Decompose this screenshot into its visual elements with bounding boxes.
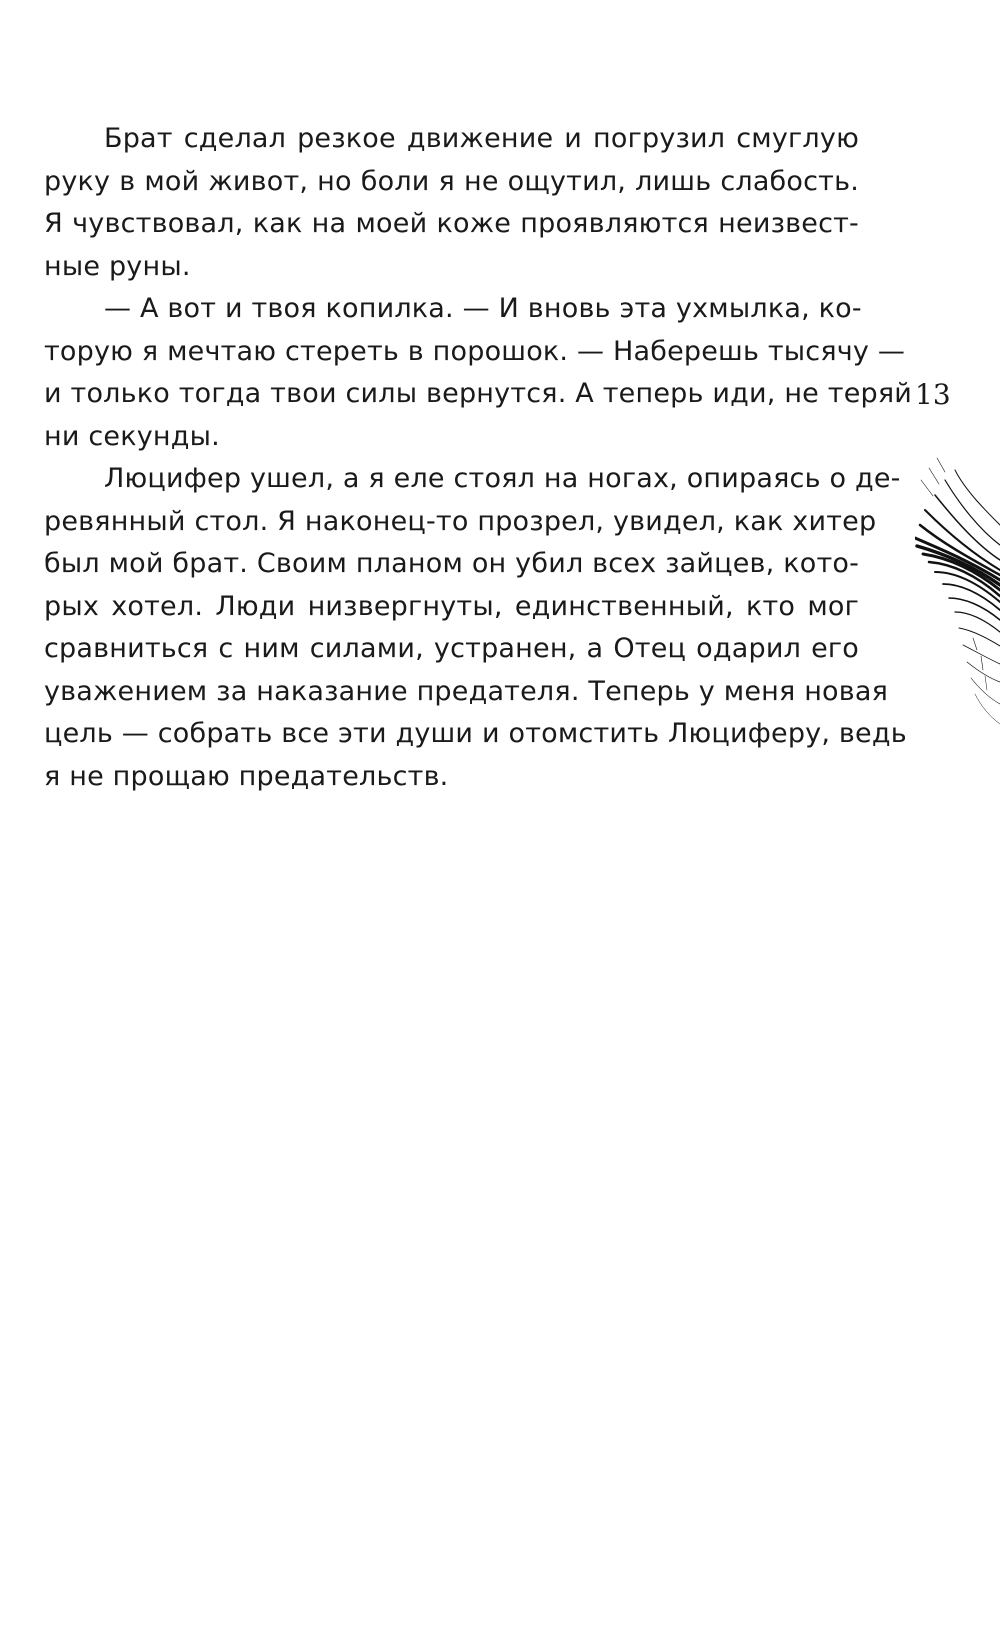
text-line: уважением за наказание предателя. Теперь у меня новая [44, 675, 889, 707]
text-line: торую я мечтаю стереть в порошок. — Наберешь тысячу — [44, 335, 906, 367]
page-number: 13 [915, 378, 951, 411]
text-line: ни секунды. [44, 420, 220, 452]
text-line: Брат сделал резкое движение и погрузил смуглую [104, 123, 859, 154]
text-line: был мой брат. Своим планом он убил всех зайцев, кото- [44, 548, 860, 579]
text-line: ные руны. [44, 250, 191, 282]
text-line: я не прощаю предательств. [44, 760, 449, 792]
text-line: сравниться с ним силами, устранен, а Отец одарил его [44, 633, 859, 664]
text-line: рых хотел. Люди низвергнуты, единственный, кто мог [44, 590, 859, 622]
text-line: ревянный стол. Я наконец-то прозрел, увидел, как хитер [44, 505, 877, 537]
text-line: и только тогда твои силы вернутся. А теперь иди, не теряй [44, 378, 913, 409]
text-line: цель — собрать все эти души и отомстить Люциферу, ведь [44, 718, 907, 749]
body-text [44, 118, 913, 798]
text-line: Я чувствовал, как на моей коже проявляются неизвест- [44, 208, 859, 239]
text-line: Люцифер ушел, а я еле стоял на ногах, опираясь о де- [104, 463, 901, 494]
text-line: — А вот и твоя копилка. — И вновь эта ухмылка, ко- [104, 293, 862, 324]
text-line: руку в мой живот, но боли я не ощутил, лишь слабость. [44, 165, 859, 197]
feather-wing-ornament-icon [915, 450, 1000, 730]
